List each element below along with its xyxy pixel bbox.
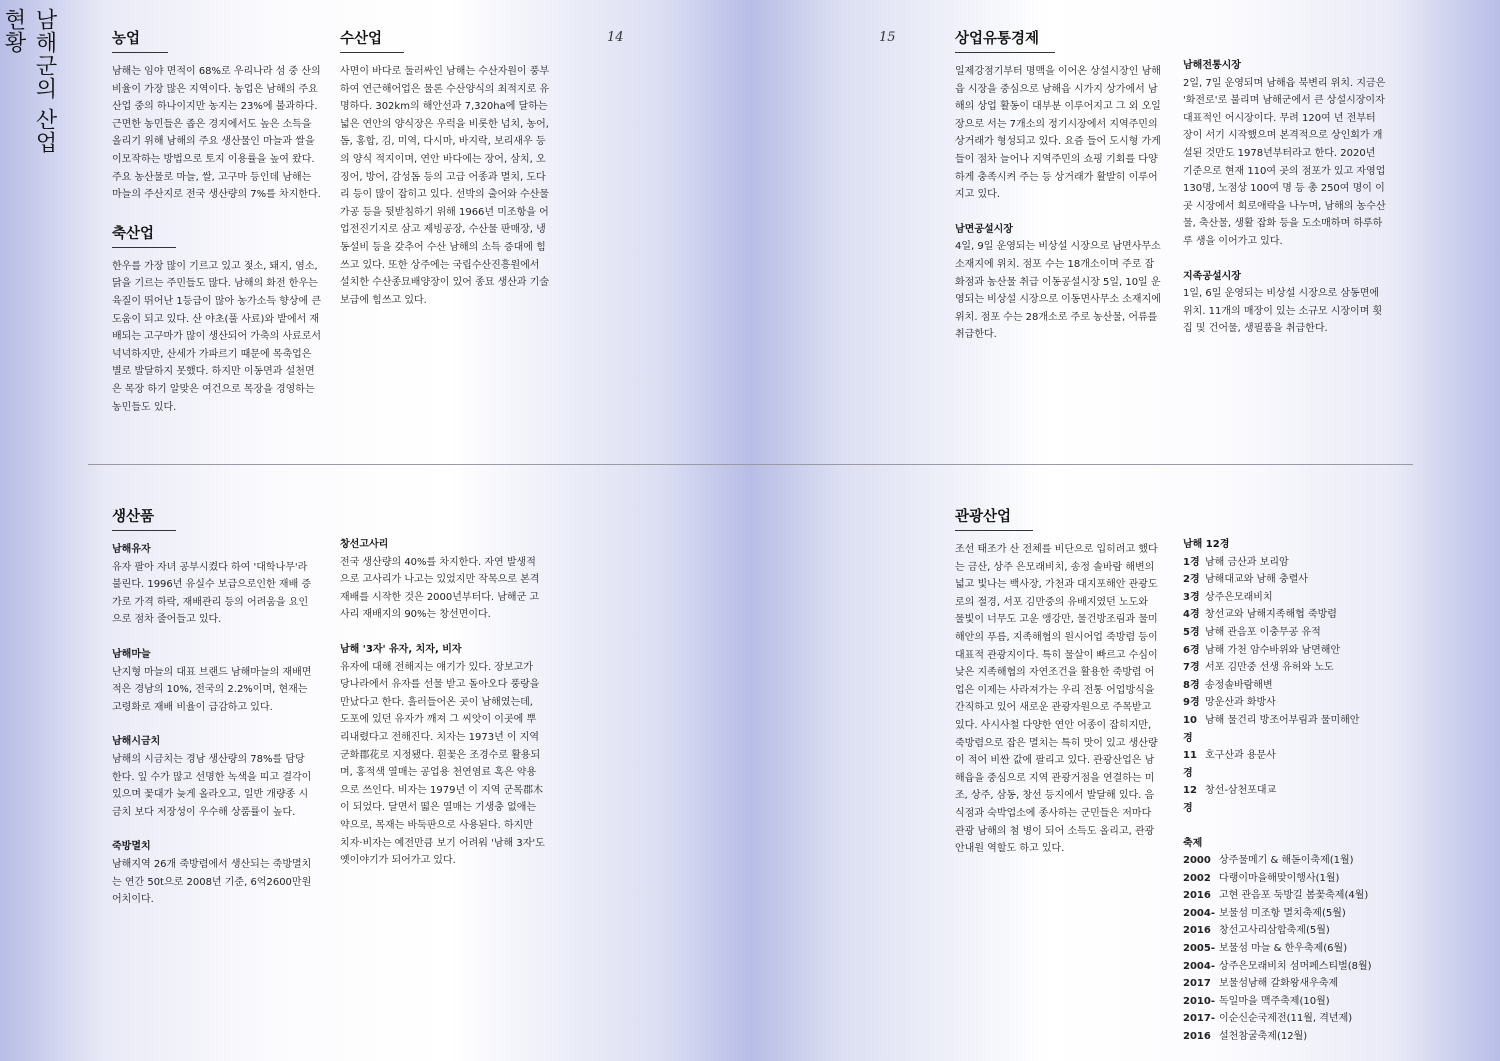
festival-item-value: 보물섬 마늘 & 한우축제(6월) xyxy=(1219,943,1348,955)
page-number-right: 15 xyxy=(879,30,896,45)
twelve-view-item xyxy=(1183,782,1398,817)
product-text: 전국 생산량의 40%를 차지한다. 자연 발생적으로 고사리가 나고는 있었지만 작목으로 본격 재배를 시작한 것은 2000년부터다. 남해군 고사리 재배지의 90%는 창선면이다. xyxy=(340,556,540,621)
festival-item-value: 보물섬 미조항 멸치축제(5월) xyxy=(1219,907,1346,919)
festival-item xyxy=(1183,1010,1398,1028)
twelve-views-heading: 남해 12경 xyxy=(1183,539,1230,550)
festival-item-key: 2016 xyxy=(1183,890,1211,902)
twelve-view-item-value: 남해 금산과 보리암 xyxy=(1205,556,1289,568)
twelve-view-item-value: 호구산과 용문사 xyxy=(1205,750,1276,762)
products-column-2 xyxy=(340,536,545,887)
festival-item-value: 설천참굴축제(12월) xyxy=(1219,1031,1308,1043)
tourism-heading: 관광산업 xyxy=(955,508,1033,531)
agri-heading: 농업 xyxy=(112,30,168,53)
twelve-view-item-key: 6경 xyxy=(1183,644,1200,656)
tourism-column xyxy=(955,508,1160,875)
twelve-view-item-value: 상주은모래비치 xyxy=(1205,591,1273,603)
festival-item-key: 2004- xyxy=(1183,907,1215,919)
twelve-view-item xyxy=(1183,554,1398,572)
festival-item xyxy=(1183,975,1398,993)
twelve-view-item-key: 3경 xyxy=(1183,591,1200,603)
twelve-view-item xyxy=(1183,606,1398,624)
festival-item-key: 2004- xyxy=(1183,960,1215,972)
product-text: 유자에 대해 전해지는 얘기가 있다. 장보고가 당나라에서 유자를 선물 받고 돌아오다 풍랑을 만났다고 한다. 흘러들어온 곳이 남해였는데, 도포에 있던 유자가 깨져 그 씨앗이 이곳에 뿌리내렸다고 전해진다. 치자는 1973년 이 지역 군화郡花로 지정됐다. 흰꽃은 조경수로 활용되며, 홍적색 열매는 공업용 천연염료 혹은 약용으로 쓰인다. 비자는 1979년 이 지역 군목郡木이 되었다. 달면서 떫은 열매는 기생충 없애는 약으로, 목재는 바둑판으로 사용된다. 하지만 치자·비자는 예전만큼 보기 어려워 '남해 3자'도 옛이야기가 되어가고 있다. xyxy=(340,661,545,867)
festival-item-value: 상주은모래비치 섬머페스티벌(8월) xyxy=(1219,960,1372,972)
festival-item xyxy=(1183,993,1398,1011)
twelve-view-item xyxy=(1183,747,1398,782)
fishery-text: 사면이 바다로 둘러싸인 남해는 수산자원이 풍부하여 연근해어업은 물론 수산양식의 최적지로 유명하다. 302km의 해안선과 7,320ha에 달하는 넓은 연안의 양식장은 우럭을 비롯한 넙치, 농어, 돔, 홍합, 김, 미역, 다시마, 바지락, 보리새우 등의 양식 적지이며, 연안 바다에는 장어, 삼치, 오징어, 방어, 감성돔 등의 고급 어종과 멸치, 도다리 등이 많이 잡히고 있다. 선박의 출어와 수산물 가공 등을 뒷받침하기 위해 1966년 미조항을 어업전진기지로 삼고 제빙공장, 수산물 판매장, 냉동설비 등을 갖추어 수산 남해의 소득 증대에 힘쓰고 있다. 또한 상주에는 국립수산진흥원에서 설치한 수산종묘배양장이 있어 종묘 생산과 기술 보급에 힘쓰고 있다. xyxy=(340,66,550,306)
products-column xyxy=(112,508,312,926)
festival-item-key: 2010- xyxy=(1183,995,1215,1007)
agri-column xyxy=(112,30,322,433)
festival-item-key: 2016 xyxy=(1183,925,1211,937)
twelve-view-item xyxy=(1183,571,1398,589)
festival-item-key: 2017 xyxy=(1183,978,1211,990)
festival-item-value: 보물섬남해 갈화왕새우축제 xyxy=(1219,978,1339,990)
festival-item xyxy=(1183,1028,1398,1046)
jijok-heading: 지족공설시장 xyxy=(1183,270,1241,282)
festival-item-value: 이순신순국제전(11월, 격년제) xyxy=(1219,1013,1353,1025)
fishery-column xyxy=(340,30,550,326)
festival-item xyxy=(1183,870,1398,888)
festival-list xyxy=(1183,852,1398,1046)
side-title: 남해군의 산업 현황 xyxy=(1,8,57,154)
twelve-view-item xyxy=(1183,677,1398,695)
twelve-view-item xyxy=(1183,694,1398,712)
twelve-view-item-key: 11경 xyxy=(1183,750,1197,779)
festival-item-value: 상주물메기 & 해돋이축제(1월) xyxy=(1219,855,1354,867)
festival-heading: 축제 xyxy=(1183,837,1203,849)
twelve-view-item xyxy=(1183,712,1398,747)
products-heading: 생산품 xyxy=(112,508,176,531)
festival-item-key: 2005- xyxy=(1183,943,1215,955)
product-text: 남해지역 26개 죽방렴에서 생산되는 죽방멸치는 연간 50t으로 2008년 기준, 6억2600만원어치이다. xyxy=(112,858,312,906)
twelve-view-item-key: 7경 xyxy=(1183,662,1200,674)
commerce-heading: 상업유통경제 xyxy=(955,30,1055,53)
product-name: 남해시금치 xyxy=(112,736,161,748)
livestock-text: 한우를 가장 많이 기르고 있고 젖소, 돼지, 염소, 닭을 기르는 주민들도 많다. 남해의 화전 한우는 육질이 뛰어난 1등급이 많아 농가소득 향상에 큰 도움이 되고 있다. 산 야초(풀 사료)와 밭에서 재배되는 고구마가 많이 생산되어 가축의 사료로서 넉넉하지만, 산세가 가파르기 때문에 목축업은 별로 발달하지 못했다. 하지만 이동면과 설천면은 목장 하기 알맞은 여건으로 목장을 경영하는 농민들도 있다. xyxy=(112,260,322,413)
agri-text: 남해는 임야 면적이 68%로 우리나라 섬 중 산의 비율이 가장 많은 지역이다. 농업은 남해의 주요 산업 중의 하나이지만 농지는 23%에 불과하다. 근면한 농민들은 좁은 경지에서도 높은 소득을 올리기 위해 남해의 주요 생산물인 마늘과 쌀을 이모작하는 방법으로 토지 이용률을 높여 왔다. 주요 농산물로 마늘, 쌀, 고구마 등인데 남해는 마늘의 주산지로 전국 생산량의 7%를 차지한다. xyxy=(112,66,321,201)
twelve-view-item-key: 5경 xyxy=(1183,626,1200,638)
twelve-view-item-value: 창선교와 남해지족해협 죽방렴 xyxy=(1205,609,1337,621)
product-name: 남해유자 xyxy=(112,544,151,555)
product-name: 창선고사리 xyxy=(340,539,389,550)
festival-item-value: 창선고사리삼합축제(5월) xyxy=(1219,925,1330,937)
twelve-views-list xyxy=(1183,554,1398,818)
product-text: 유자 팔아 자녀 공부시켰다 하여 '대학나무'라 불린다. 1996년 유실수 보급으로인한 재배 증가로 가격 하락, 재배관리 등의 어려움을 요인으로 점차 줄어들고 있다. xyxy=(112,561,312,626)
twelve-view-item-value: 서포 김만중 선생 유허와 노도 xyxy=(1205,662,1334,674)
namyeon-text: 4일, 9일 운영되는 비상설 시장으로 남면사무소 소재지에 위치. 점포 수는 18개소이며 주로 잡화점과 농산물 취급 이동공설시장 5일, 10일 운영되는 비상설 시장으로 이동면사무소 소재지에 위치. 점포 수는 28개소로 주로 농산물, 어류를 취급한다. xyxy=(955,241,1161,341)
festival-item xyxy=(1183,905,1398,923)
twelve-view-item xyxy=(1183,589,1398,607)
fishery-heading: 수산업 xyxy=(340,30,404,53)
festival-item-value: 고현 관음포 둑방길 봄꽃축제(4월) xyxy=(1219,890,1369,902)
tourism-lists-column xyxy=(1183,536,1398,1046)
trad-market-text: 2일, 7일 운영되며 남해읍 북변리 위치. 지금은 '화전로'로 불리며 남해군에서 큰 상설시장이자 대표적인 어시장이다. 무려 120여 년 전부터 장이 서기 시작했으며 본격적으로 상인회가 개설된 것만도 1978년부터라고 한다. 2020년 기준으로 현재 110여 곳의 점포가 있고 자영업 130명, 노점상 100여 명 등 총 250여 명이 이곳 시장에서 희로애락을 나누며, 남해의 농수산물, 축산물, 생활 잡화 등을 도소매하며 하루하루 생을 이어가고 있다. xyxy=(1183,77,1386,247)
commerce-column xyxy=(955,30,1163,361)
jijok-text: 1일, 6일 운영되는 비상설 시장으로 삼동면에 위치. 11개의 매장이 있는 소규모 시장이며 횟집 및 건어물, 생필품을 취급한다. xyxy=(1183,288,1383,335)
twelve-view-item-key: 1경 xyxy=(1183,556,1200,568)
twelve-view-item-value: 망운산과 화방사 xyxy=(1205,697,1276,709)
festival-item-key: 2000 xyxy=(1183,855,1211,867)
festival-item xyxy=(1183,852,1398,870)
twelve-view-item xyxy=(1183,642,1398,660)
twelve-view-item-value: 남해대교와 남해 충렬사 xyxy=(1205,574,1308,586)
twelve-view-item xyxy=(1183,624,1398,642)
section-divider xyxy=(88,464,1413,465)
twelve-view-item-key: 8경 xyxy=(1183,679,1200,691)
trad-market-heading: 남해전통시장 xyxy=(1183,60,1241,71)
festival-item xyxy=(1183,887,1398,905)
festival-item-key: 2017- xyxy=(1183,1013,1215,1025)
page-number-left: 14 xyxy=(607,30,624,45)
product-text: 난지형 마늘의 대표 브랜드 남해마늘의 재배면적은 경남의 10%, 전국의 2.2%이며, 현재는 고령화로 재배 비율이 급감하고 있다. xyxy=(112,666,312,713)
twelve-view-item-key: 4경 xyxy=(1183,609,1200,621)
twelve-view-item xyxy=(1183,659,1398,677)
product-name: 남해 '3자' 유자, 치자, 비자 xyxy=(340,643,462,655)
product-name: 죽방멸치 xyxy=(112,841,151,853)
tourism-text: 조선 태조가 산 전체를 비단으로 입히려고 했다는 금산, 상주 은모래비치, 송정 솔바람 해변의 넓고 빛나는 백사장, 가천과 대지포해안 관광도로의 절경, 서포 김만중의 유배지였던 노도와 물빛이 너무도 고운 앵강만, 물건방조림과 물미해안의 푸름, 지족해협의 원시어업 죽방렴 등이 대표적 관광지이다. 특히 물살이 빠르고 수심이 낮은 지족해협의 자연조건을 활용한 죽방렴 어업은 이제는 사라져가는 우리 전통 어업방식을 간직하고 있어 새로운 관광자원으로 주목받고 있다. 사시사철 다양한 연안 어종이 잡히지만, 죽방렴으로 잡은 멸치는 특히 맛이 있고 생산량이 적어 비싼 값에 팔리고 있다. 관광산업은 남해읍을 중심으로 지역 관광거점을 연결하는 미조, 상주, 삼동, 창선 등지에서 발달해 있다. 음식점과 숙박업소에 종사하는 군민들은 저마다 관광 남해의 첨 병이 되어 소득도 올리고, 관광 안내원 역할도 하고 있다. xyxy=(955,544,1158,855)
festival-item xyxy=(1183,958,1398,976)
twelve-view-item-value: 창선-삼천포대교 xyxy=(1205,785,1277,797)
product-text: 남해의 시금치는 경남 생산량의 78%를 담당한다. 잎 수가 많고 선명한 녹색을 띠고 결각이 있으며 꽃대가 늦게 올라오고, 일반 개량종 시금치 보다 저장성이 우수해 상품률이 높다. xyxy=(112,753,312,818)
twelve-view-item-key: 12경 xyxy=(1183,785,1197,814)
festival-item-key: 2016 xyxy=(1183,1031,1211,1043)
festival-item-key: 2002 xyxy=(1183,872,1211,884)
twelve-view-item-key: 9경 xyxy=(1183,697,1200,709)
twelve-view-item-value: 남해 가천 암수바위와 남면해안 xyxy=(1205,644,1341,656)
livestock-heading: 축산업 xyxy=(112,225,176,248)
market-column xyxy=(1183,57,1388,355)
product-name: 남해마늘 xyxy=(112,648,151,660)
festival-item-value: 독일마을 맥주축제(10월) xyxy=(1219,995,1330,1007)
twelve-view-item-value: 송정솔바람해변 xyxy=(1205,679,1273,691)
twelve-view-item-key: 2경 xyxy=(1183,574,1200,586)
festival-item xyxy=(1183,940,1398,958)
festival-item xyxy=(1183,922,1398,940)
festival-item-value: 다랭이마을해맞이행사(1월) xyxy=(1219,872,1340,884)
twelve-view-item-key: 10경 xyxy=(1183,714,1197,744)
namyeon-heading: 남면공설시장 xyxy=(955,223,1013,235)
twelve-view-item-value: 남해 관음포 이충무공 유적 xyxy=(1205,626,1321,638)
commerce-text: 일제강점기부터 명맥을 이어온 상설시장인 남해읍 시장을 중심으로 남해읍 시가지 상가에서 남해의 상업 활동이 대부분 이루어지고 그 외 오일장으로 서는 7개소의 정기시장에서 지역주민의 상거래가 형성되고 있다. 요즘 들어 도시형 가게들이 점차 늘어나 지역주민의 쇼핑 기회를 다양하게 충족시켜 주는 등 상거래가 활발히 이루어지고 있다. xyxy=(955,66,1161,201)
twelve-view-item-value: 남해 물건리 방조어부림과 물미해안 xyxy=(1205,714,1360,726)
